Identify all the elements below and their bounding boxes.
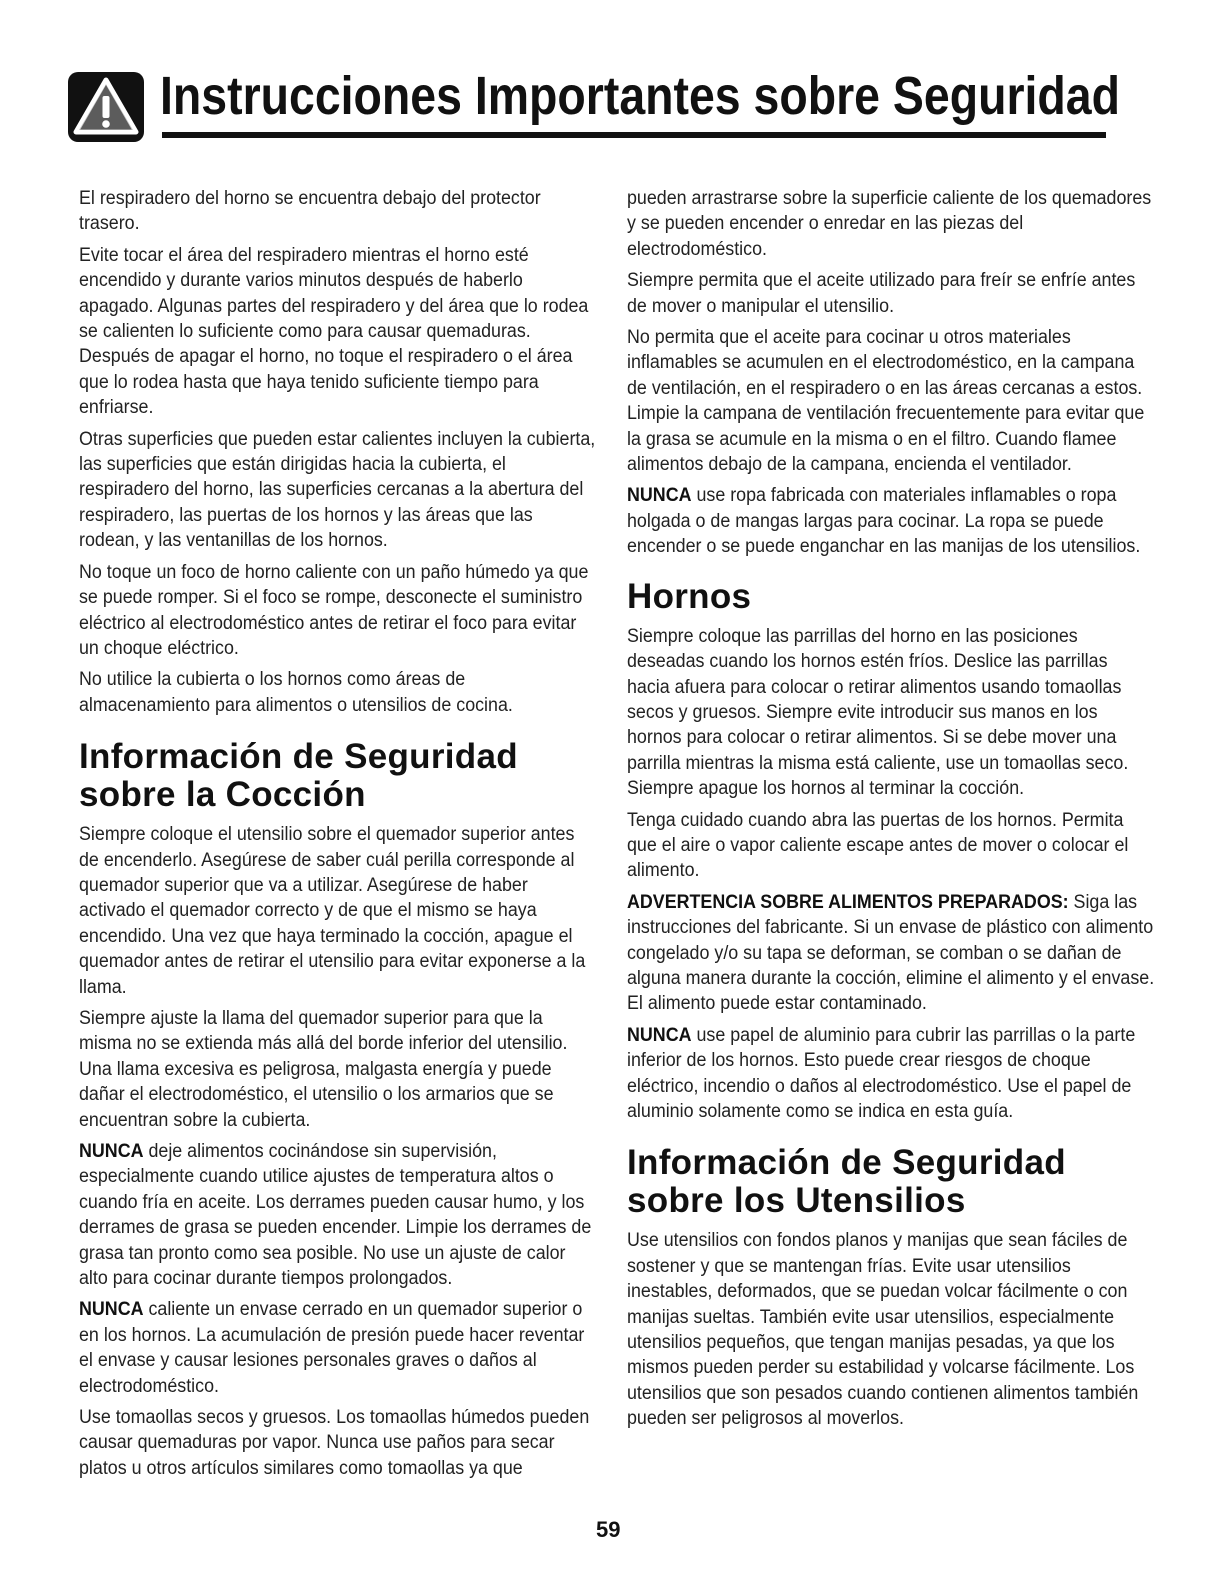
paragraph-text: Siga las instrucciones del fabricante. Si un envase de plástico con alimento congelado y/o su tapa se deforman, se comban o se dañan de alguna manera durante la cocción, elimine el alimento y el envase. El alimento puede estar contaminado. — [627, 891, 1155, 1015]
paragraph-text: use papel de aluminio para cubrir las parrillas o la parte inferior de los hornos. Esto puede crear riesgos de choque eléctrico, incendio o daños al electrodoméstico. Use el papel de aluminio solamente como se indica en esta guía. — [627, 1024, 1136, 1122]
paragraph-text: deje alimentos cocinándose sin supervisión, especialmente cuando utilice ajustes de temperatura altos o cuando fría en aceite. Los derrames pueden causar humo, y los derrames de grasa se pueden encender. Limpie los derrames de grasa tan pronto como sea posible. No use un ajuste de calor alto para cocinar durante tiempos prolongados. — [79, 1141, 592, 1290]
warning-triangle-icon — [68, 72, 144, 142]
page-header — [62, 62, 1120, 146]
paragraph: Siempre permita que el aceite utilizado para freír se enfríe antes de mover o manipular el utensilio. — [627, 270, 1136, 317]
paragraph: No utilice la cubierta o los hornos como áreas de almacenamiento para alimentos o utensilios de cocina. — [79, 669, 513, 716]
paragraph: El respiradero del horno se encuentra debajo del protector trasero. — [79, 188, 541, 235]
paragraph: No permita que el aceite para cocinar u otros materiales inflamables se acumulen en el electrodoméstico, en la campana de ventilación, en el respiradero o en las áreas cercanas a estos. Limpie la campana de ventilación frecuentemente para evitar que la grasa se acumule en la misma o en el filtro. Cuando flamee alimentos debajo de la campana, encienda el ventilador. — [627, 327, 1145, 476]
paragraph: Otras superficies que pueden estar calientes incluyen la cubierta, las superficies que están dirigidas hacia la cubierta, el respiradero del horno, las superficies cercanas a la abertura del respiradero, las puertas de los hornos y las áreas que las rodean, y las ventanillas de los hornos. — [79, 428, 596, 552]
paragraph: Siempre ajuste la llama del quemador superior para que la misma no se extienda más allá del borde inferior del utensilio. Una llama excesiva es peligrosa, malgasta energía y puede dañar el electrodoméstico, el utensilio o los armarios que se encuentran sobre la cubierta. — [79, 1007, 568, 1131]
page-title: Instrucciones Importantes sobre Seguridad — [160, 66, 1120, 126]
warning-keyword: NUNCA — [79, 1141, 144, 1162]
paragraph: pueden arrastrarse sobre la superficie caliente de los quemadores y se pueden encender o enredar en las piezas del electrodoméstico. — [627, 188, 1152, 260]
paragraph: Tenga cuidado cuando abra las puertas de los hornos. Permita que el aire o vapor caliente escape antes de mover o colocar el alimento. — [627, 809, 1129, 882]
paragraph — [79, 1139, 597, 1291]
left-column — [79, 186, 599, 1487]
paragraph: Evite tocar el área del respiradero mientras el horno esté encendido y durante varios minutos después de haberlo apagado. Algunas partes del respiradero y del área que lo rodea se calienten lo suficiente como para causar quemaduras. Después de apagar el horno, no toque el respiradero o el área que lo rodea hasta que haya tenido suficiente tiempo para enfriarse. — [79, 244, 589, 419]
paragraph — [627, 1023, 1155, 1125]
section-heading-utensilios — [627, 1144, 1157, 1220]
paragraph: Siempre coloque las parrillas del horno en las posiciones deseadas cuando los hornos estén fríos. Deslice las parrillas hacia afuera para colocar o retirar alimentos usando tomaollas secos y gruesos. Siempre evite introducir sus manos en los hornos para colocar o retirar alimentos. Si se debe mover una parrilla mientras la misma está caliente, use un tomaollas seco. Siempre apague los hornos al terminar la cocción. — [627, 625, 1129, 800]
paragraph-text: caliente un envase cerrado en un quemador superior o en los hornos. La acumulación de presión puede hacer reventar el envase y causar lesiones personales graves o daños al electrodoméstico. — [79, 1299, 585, 1397]
paragraph — [627, 890, 1155, 1017]
paragraph: No toque un foco de horno caliente con un paño húmedo ya que se puede romper. Si el foco se rompe, desconecte el suministro eléctrico al electrodoméstico antes de retirar el foco para evitar un choque eléctrico. — [79, 561, 589, 659]
heading-line: sobre la Cocción — [79, 775, 366, 815]
warning-keyword: NUNCA — [79, 1299, 144, 1321]
warning-keyword: NUNCA — [627, 485, 692, 507]
paragraph-text: use ropa fabricada con materiales inflamables o ropa holgada o de mangas largas para cocinar. La ropa se puede encender o se puede enganchar en las manijas de los utensilios. — [627, 485, 1141, 558]
paragraph: Use tomaollas secos y gruesos. Los tomaollas húmedos pueden causar quemaduras por vapor. Nunca use paños para secar platos u otros artículos similares como tomaollas ya que — [79, 1407, 590, 1479]
right-column — [627, 186, 1157, 1438]
section-heading-coccion — [79, 738, 599, 814]
heading-line: Información de Seguridad — [627, 1143, 1066, 1183]
heading-line: sobre los Utensilios — [627, 1181, 966, 1221]
title-underline — [162, 132, 1106, 138]
paragraph: Siempre coloque el utensilio sobre el quemador superior antes de encenderlo. Asegúrese de saber cuál perilla corresponde al quemador superior que va a utilizar. Asegúrese de haber activado el quemador correcto y de que el mismo se haya encendido. Una vez que haya terminado la cocción, apague el quemador antes de retirar el utensilio para evitar exponerse a la llama. — [79, 824, 586, 998]
paragraph: Use utensilios con fondos planos y manijas que sean fáciles de sostener y que se mantengan frías. Evite usar utensilios inestables, deformados, que se puedan volcar fácilmente o con manijas sueltas. También evite usar utensilios, especialmente utensilios pequeños, que tengan manijas pesadas, ya que los mismos pueden perder su estabilidad y volcarse fácilmente. Los utensilios que son pesados cuando contienen alimentos también pueden ser peligrosos al moverlos. — [627, 1230, 1139, 1430]
page-number: 59 — [596, 1517, 621, 1542]
paragraph — [79, 1297, 597, 1399]
section-heading-hornos: Hornos — [627, 576, 752, 616]
paragraph — [627, 483, 1155, 559]
heading-line: Información de Seguridad — [79, 737, 518, 777]
warning-keyword: NUNCA — [627, 1024, 692, 1046]
warning-keyword: ADVERTENCIA SOBRE ALIMENTOS PREPARADOS: — [627, 891, 1069, 913]
